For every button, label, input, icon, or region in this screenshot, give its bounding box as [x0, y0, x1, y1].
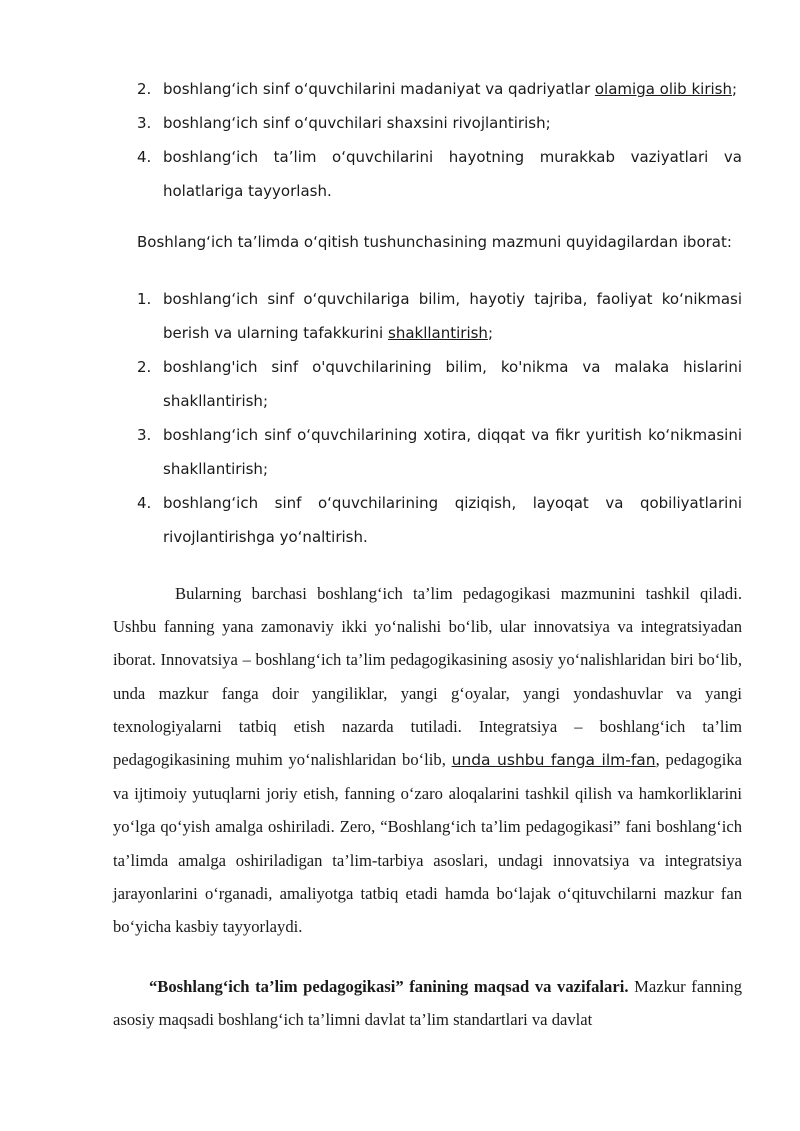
list-item-text-line2: shakllantirish; [163, 392, 268, 410]
list-item-text-line1: boshlang‘ich sinf o‘quvchilariga bilim, hayotiy tajriba, faoliyat ko‘nikmasi [163, 290, 742, 308]
list-item [137, 72, 742, 106]
list-item [137, 350, 742, 418]
list-item-text-line2: berish va ularning tafakkurini [163, 324, 388, 342]
intro-sentence: Boshlang‘ich ta’limda o‘qitish tushunchasining mazmuni quyidagilardan iborat: [137, 233, 732, 251]
paragraph-text: Bularning barchasi boshlang‘ich ta’lim pedagogikasi mazmunini tashkil qiladi. Ushbu fanning yana zamonaviy ikki yo‘nalishi bo‘lib, ular innovatsiya va integratsiyadan iborat. Innovatsiya – boshlang‘ich ta’lim pedagogikasining asosiy yo‘nalishlaridan biri bo‘lib, unda mazkur fanga doir yangiliklar, yangi g‘oyalar, yangi yondashuvlar va yangi texnologiyalarni tatbiq etish nazarda tutiladi. Integratsiya – boshlang‘ich ta’lim pedagogikasining muhim yo‘nalishlaridan bo‘lib, [113, 584, 742, 770]
paragraph-main [113, 577, 742, 943]
underlined-phrase: unda ushbu fanga ilm-fan [451, 751, 656, 770]
list-item-text-line2: holatlariga tayyorlash. [163, 182, 332, 200]
list-item-text-line1: boshlang‘ich sinf o‘quvchilarining qiziqish, layoqat va qobiliyatlarini [163, 494, 742, 512]
list-number: 3. [137, 426, 152, 444]
list-item-text-line2: rivojlantirishga yo‘naltirish. [163, 528, 368, 546]
list-number: 4. [137, 148, 152, 166]
list-item-text: boshlang‘ich sinf o‘quvchilarini madaniyat va qadriyatlar [163, 80, 595, 98]
underlined-phrase: shakllantirish [388, 324, 488, 342]
list-number: 3. [137, 114, 152, 132]
list-item-text-line2: shakllantirish; [163, 460, 268, 478]
list-number: 2. [137, 80, 152, 98]
list-item-punct: ; [731, 80, 738, 98]
list-number: 4. [137, 494, 152, 512]
list-item [137, 282, 742, 350]
list-item [137, 486, 742, 554]
list-item-text-line1: boshlang‘ich ta’lim o‘quvchilarini hayotning murakkab vaziyatlari va [163, 148, 742, 166]
paragraph-goals [113, 970, 742, 1036]
underlined-phrase: olamiga olib kirish [594, 80, 732, 98]
list-item-text-line1: boshlang‘ich sinf o‘quvchilarining xotira, diqqat va fikr yuritish ko‘nikmasini [163, 426, 742, 444]
list-number: 1. [137, 290, 152, 308]
paragraph-text: , pedagogika va ijtimoiy yutuqlarni joriy etish, fanning o‘zaro aloqalarini tashkil qilish va hamkorliklarini yo‘lga qo‘yish amalga oshiriladi. Zero, “Boshlang‘ich ta’lim pedagogikasi” fani boshlang‘ich ta’limda amalga oshiriladigan ta’lim-tarbiya asoslari, undagi innovatsiya va integratsiya jarayonlarini o‘rganadi, amaliyotga tatbiq etadi hamda bo‘lajak o‘qituvchilarni mazkur fan bo‘yicha kasbiy tayyorlaydi. [113, 750, 742, 937]
list-item-text-line1: boshlang'ich sinf o'quvchilarining bilim, ko'nikma va malaka hislarini [163, 358, 742, 376]
section-heading: “Boshlang‘ich ta’lim pedagogikasi” fanining maqsad va vazifalari. [149, 977, 629, 996]
paragraph-text: Mazkur fanning asosiy maqsadi boshlang‘ich ta’limni davlat ta’lim standartlari va davlat [113, 977, 742, 1030]
list-learning-content [137, 282, 742, 554]
list-item [137, 106, 742, 140]
list-item-text: boshlang‘ich sinf o‘quvchilari shaxsini rivojlantirish; [163, 114, 551, 132]
list-item [137, 418, 742, 486]
list-goals-continued [137, 72, 742, 208]
list-item [137, 140, 742, 208]
list-number: 2. [137, 358, 152, 376]
list-item-punct: ; [487, 324, 494, 342]
